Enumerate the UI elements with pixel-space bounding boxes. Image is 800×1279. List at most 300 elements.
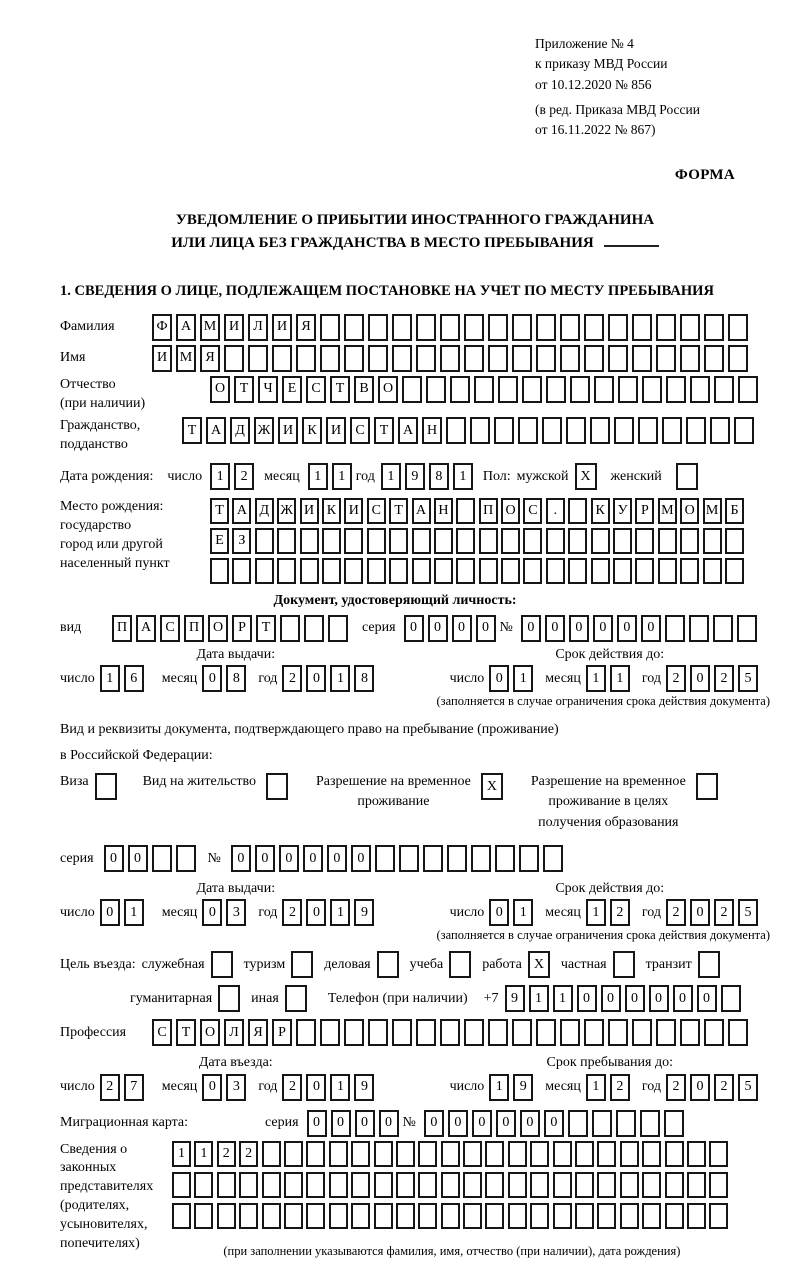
form-cell[interactable] — [686, 417, 706, 444]
form-cell[interactable] — [232, 558, 251, 584]
form-cell[interactable]: 0 — [476, 615, 496, 642]
form-cell[interactable]: С — [306, 376, 326, 403]
form-cell[interactable] — [680, 528, 699, 554]
form-cell[interactable] — [632, 1019, 652, 1046]
form-cell[interactable]: 0 — [577, 985, 597, 1012]
form-cell[interactable]: 1 — [489, 1074, 509, 1101]
form-cell[interactable] — [284, 1172, 303, 1198]
form-cell[interactable]: И — [300, 498, 319, 524]
form-cell[interactable] — [277, 528, 296, 554]
form-cell[interactable]: 0 — [202, 899, 222, 926]
form-cell[interactable]: Л — [224, 1019, 244, 1046]
form-cell[interactable] — [344, 314, 364, 341]
form-cell[interactable] — [690, 376, 710, 403]
form-cell[interactable]: Д — [230, 417, 250, 444]
form-cell[interactable] — [566, 417, 586, 444]
form-cell[interactable] — [738, 376, 758, 403]
form-cell[interactable]: 8 — [354, 665, 374, 692]
form-cell[interactable] — [456, 528, 475, 554]
form-cell[interactable] — [642, 1172, 661, 1198]
form-cell[interactable] — [470, 417, 490, 444]
form-cell[interactable]: 0 — [641, 615, 661, 642]
form-cell[interactable] — [728, 314, 748, 341]
form-cell[interactable] — [530, 1172, 549, 1198]
form-cell[interactable] — [416, 1019, 436, 1046]
form-cell[interactable] — [399, 845, 419, 872]
form-cell[interactable] — [217, 1172, 236, 1198]
form-cell[interactable]: 1 — [124, 899, 144, 926]
form-cell[interactable]: К — [302, 417, 322, 444]
form-cell[interactable] — [304, 615, 324, 642]
form-cell[interactable]: П — [184, 615, 204, 642]
form-cell[interactable]: У — [613, 498, 632, 524]
form-cell[interactable] — [418, 1172, 437, 1198]
form-cell[interactable] — [568, 1110, 588, 1137]
form-cell[interactable]: 2 — [217, 1141, 236, 1167]
form-cell[interactable] — [665, 615, 685, 642]
form-cell[interactable] — [389, 528, 408, 554]
form-cell[interactable]: 0 — [355, 1110, 375, 1137]
form-cell[interactable]: М — [200, 314, 220, 341]
form-cell[interactable] — [463, 1172, 482, 1198]
form-cell[interactable] — [575, 1203, 594, 1229]
form-cell[interactable] — [560, 345, 580, 372]
form-cell[interactable] — [285, 985, 307, 1012]
form-cell[interactable] — [210, 558, 229, 584]
form-cell[interactable] — [464, 345, 484, 372]
form-cell[interactable]: Т — [182, 417, 202, 444]
form-cell[interactable]: В — [354, 376, 374, 403]
form-cell[interactable] — [402, 376, 422, 403]
form-cell[interactable]: 0 — [279, 845, 299, 872]
form-cell[interactable]: О — [501, 498, 520, 524]
form-cell[interactable]: З — [232, 528, 251, 554]
form-cell[interactable] — [367, 558, 386, 584]
form-cell[interactable]: 2 — [234, 463, 254, 490]
form-cell[interactable]: 0 — [448, 1110, 468, 1137]
form-cell[interactable]: 2 — [610, 1074, 630, 1101]
form-cell[interactable] — [523, 528, 542, 554]
form-cell[interactable] — [546, 376, 566, 403]
form-cell[interactable]: Т — [210, 498, 229, 524]
form-cell[interactable] — [440, 1019, 460, 1046]
form-cell[interactable]: 0 — [521, 615, 541, 642]
form-cell[interactable] — [291, 951, 313, 978]
form-cell[interactable] — [575, 1172, 594, 1198]
form-cell[interactable] — [597, 1172, 616, 1198]
form-cell[interactable] — [665, 1172, 684, 1198]
form-cell[interactable]: 6 — [124, 665, 144, 692]
form-cell[interactable] — [591, 528, 610, 554]
form-cell[interactable] — [665, 1203, 684, 1229]
form-cell[interactable] — [501, 528, 520, 554]
form-cell[interactable]: О — [200, 1019, 220, 1046]
form-cell[interactable] — [392, 314, 412, 341]
form-cell[interactable]: С — [523, 498, 542, 524]
form-cell[interactable]: 0 — [673, 985, 693, 1012]
form-cell[interactable] — [479, 558, 498, 584]
form-cell[interactable] — [689, 615, 709, 642]
form-cell[interactable] — [392, 345, 412, 372]
form-cell[interactable] — [703, 558, 722, 584]
form-cell[interactable]: А — [412, 498, 431, 524]
form-cell[interactable] — [450, 376, 470, 403]
form-cell[interactable]: К — [322, 498, 341, 524]
form-cell[interactable]: М — [176, 345, 196, 372]
form-cell[interactable]: М — [658, 498, 677, 524]
form-cell[interactable]: X — [481, 773, 503, 800]
form-cell[interactable] — [523, 558, 542, 584]
form-cell[interactable]: 0 — [428, 615, 448, 642]
form-cell[interactable] — [680, 314, 700, 341]
form-cell[interactable]: 2 — [666, 899, 686, 926]
form-cell[interactable]: Т — [389, 498, 408, 524]
form-cell[interactable] — [737, 615, 757, 642]
form-cell[interactable] — [176, 845, 196, 872]
form-cell[interactable] — [494, 417, 514, 444]
form-cell[interactable]: 2 — [100, 1074, 120, 1101]
form-cell[interactable] — [447, 845, 467, 872]
form-cell[interactable] — [680, 345, 700, 372]
form-cell[interactable] — [329, 1172, 348, 1198]
form-cell[interactable]: Н — [434, 498, 453, 524]
form-cell[interactable]: И — [344, 498, 363, 524]
form-cell[interactable] — [300, 558, 319, 584]
form-cell[interactable]: Т — [256, 615, 276, 642]
form-cell[interactable] — [734, 417, 754, 444]
form-cell[interactable] — [553, 1203, 572, 1229]
form-cell[interactable]: 0 — [690, 899, 710, 926]
form-cell[interactable]: 9 — [354, 1074, 374, 1101]
form-cell[interactable] — [536, 314, 556, 341]
form-cell[interactable] — [709, 1172, 728, 1198]
form-cell[interactable] — [584, 345, 604, 372]
form-cell[interactable] — [426, 376, 446, 403]
form-cell[interactable] — [543, 845, 563, 872]
form-cell[interactable] — [704, 314, 724, 341]
form-cell[interactable] — [542, 417, 562, 444]
form-cell[interactable] — [441, 1172, 460, 1198]
form-cell[interactable]: 2 — [282, 899, 302, 926]
form-cell[interactable] — [375, 845, 395, 872]
form-cell[interactable]: 0 — [424, 1110, 444, 1137]
form-cell[interactable]: 2 — [714, 899, 734, 926]
form-cell[interactable] — [530, 1203, 549, 1229]
form-cell[interactable] — [367, 528, 386, 554]
form-cell[interactable]: 9 — [354, 899, 374, 926]
form-cell[interactable] — [658, 528, 677, 554]
form-cell[interactable]: 1 — [529, 985, 549, 1012]
form-cell[interactable]: 0 — [327, 845, 347, 872]
form-cell[interactable] — [440, 345, 460, 372]
form-cell[interactable]: 8 — [429, 463, 449, 490]
form-cell[interactable] — [474, 376, 494, 403]
form-cell[interactable] — [536, 1019, 556, 1046]
form-cell[interactable] — [423, 845, 443, 872]
form-cell[interactable] — [239, 1172, 258, 1198]
form-cell[interactable] — [351, 1172, 370, 1198]
form-cell[interactable]: 1 — [586, 1074, 606, 1101]
form-cell[interactable]: 2 — [714, 665, 734, 692]
form-cell[interactable] — [368, 1019, 388, 1046]
form-cell[interactable] — [512, 345, 532, 372]
form-cell[interactable] — [272, 345, 292, 372]
form-cell[interactable] — [495, 845, 515, 872]
form-cell[interactable]: 0 — [496, 1110, 516, 1137]
form-cell[interactable]: Я — [248, 1019, 268, 1046]
form-cell[interactable] — [642, 376, 662, 403]
form-cell[interactable]: 0 — [379, 1110, 399, 1137]
form-cell[interactable] — [377, 951, 399, 978]
form-cell[interactable] — [300, 528, 319, 554]
form-cell[interactable] — [374, 1203, 393, 1229]
form-cell[interactable]: Н — [422, 417, 442, 444]
form-cell[interactable]: О — [210, 376, 230, 403]
form-cell[interactable]: Е — [282, 376, 302, 403]
form-cell[interactable]: X — [528, 951, 550, 978]
form-cell[interactable]: И — [224, 314, 244, 341]
form-cell[interactable] — [522, 376, 542, 403]
form-cell[interactable]: 0 — [569, 615, 589, 642]
form-cell[interactable] — [464, 314, 484, 341]
form-cell[interactable] — [211, 951, 233, 978]
form-cell[interactable]: 0 — [545, 615, 565, 642]
form-cell[interactable] — [152, 845, 172, 872]
form-cell[interactable] — [536, 345, 556, 372]
form-cell[interactable] — [266, 773, 288, 800]
form-cell[interactable]: Д — [255, 498, 274, 524]
form-cell[interactable] — [498, 376, 518, 403]
form-cell[interactable] — [440, 314, 460, 341]
form-cell[interactable] — [568, 498, 587, 524]
form-cell[interactable] — [546, 528, 565, 554]
form-cell[interactable] — [704, 1019, 724, 1046]
form-cell[interactable]: О — [680, 498, 699, 524]
form-cell[interactable] — [553, 1172, 572, 1198]
form-cell[interactable]: М — [703, 498, 722, 524]
form-cell[interactable]: 0 — [690, 665, 710, 692]
form-cell[interactable]: П — [479, 498, 498, 524]
form-cell[interactable]: 2 — [666, 665, 686, 692]
form-cell[interactable]: Т — [234, 376, 254, 403]
form-cell[interactable] — [194, 1203, 213, 1229]
form-cell[interactable] — [608, 345, 628, 372]
form-cell[interactable] — [344, 1019, 364, 1046]
form-cell[interactable] — [322, 528, 341, 554]
form-cell[interactable] — [620, 1172, 639, 1198]
form-cell[interactable] — [446, 417, 466, 444]
form-cell[interactable] — [560, 1019, 580, 1046]
form-cell[interactable]: 1 — [100, 665, 120, 692]
form-cell[interactable] — [725, 558, 744, 584]
form-cell[interactable] — [512, 314, 532, 341]
form-cell[interactable] — [642, 1203, 661, 1229]
form-cell[interactable] — [248, 345, 268, 372]
form-cell[interactable] — [640, 1110, 660, 1137]
form-cell[interactable]: 1 — [308, 463, 328, 490]
form-cell[interactable]: Т — [330, 376, 350, 403]
form-cell[interactable] — [570, 376, 590, 403]
form-cell[interactable]: 0 — [697, 985, 717, 1012]
form-cell[interactable] — [255, 558, 274, 584]
form-cell[interactable]: 0 — [489, 899, 509, 926]
form-cell[interactable] — [306, 1203, 325, 1229]
form-cell[interactable] — [680, 1019, 700, 1046]
form-cell[interactable] — [594, 376, 614, 403]
form-cell[interactable]: А — [136, 615, 156, 642]
form-cell[interactable] — [728, 345, 748, 372]
form-cell[interactable] — [488, 345, 508, 372]
form-cell[interactable]: Р — [232, 615, 252, 642]
form-cell[interactable] — [389, 558, 408, 584]
form-cell[interactable] — [412, 528, 431, 554]
form-cell[interactable] — [284, 1203, 303, 1229]
form-cell[interactable] — [412, 558, 431, 584]
form-cell[interactable] — [320, 314, 340, 341]
form-cell[interactable]: Б — [725, 498, 744, 524]
form-cell[interactable]: 9 — [513, 1074, 533, 1101]
form-cell[interactable]: 0 — [306, 665, 326, 692]
form-cell[interactable]: 1 — [586, 899, 606, 926]
form-cell[interactable] — [262, 1172, 281, 1198]
form-cell[interactable]: 0 — [331, 1110, 351, 1137]
form-cell[interactable] — [306, 1172, 325, 1198]
form-cell[interactable]: И — [272, 314, 292, 341]
form-cell[interactable] — [471, 845, 491, 872]
form-cell[interactable]: 0 — [351, 845, 371, 872]
form-cell[interactable]: 2 — [282, 1074, 302, 1101]
form-cell[interactable] — [172, 1172, 191, 1198]
form-cell[interactable] — [656, 345, 676, 372]
form-cell[interactable]: О — [208, 615, 228, 642]
form-cell[interactable]: А — [176, 314, 196, 341]
form-cell[interactable]: 2 — [714, 1074, 734, 1101]
form-cell[interactable]: Ч — [258, 376, 278, 403]
form-cell[interactable]: 5 — [738, 1074, 758, 1101]
form-cell[interactable] — [418, 1203, 437, 1229]
form-cell[interactable] — [255, 528, 274, 554]
form-cell[interactable]: 5 — [738, 899, 758, 926]
form-cell[interactable]: 1 — [586, 665, 606, 692]
form-cell[interactable] — [664, 1110, 684, 1137]
form-cell[interactable] — [658, 558, 677, 584]
form-cell[interactable]: 1 — [553, 985, 573, 1012]
form-cell[interactable] — [618, 376, 638, 403]
form-cell[interactable] — [584, 1019, 604, 1046]
form-cell[interactable]: И — [278, 417, 298, 444]
form-cell[interactable] — [320, 345, 340, 372]
form-cell[interactable]: Р — [635, 498, 654, 524]
form-cell[interactable] — [584, 314, 604, 341]
form-cell[interactable] — [344, 528, 363, 554]
form-cell[interactable]: 0 — [601, 985, 621, 1012]
form-cell[interactable]: 0 — [104, 845, 124, 872]
form-cell[interactable]: . — [546, 498, 565, 524]
form-cell[interactable] — [464, 1019, 484, 1046]
form-cell[interactable] — [488, 314, 508, 341]
form-cell[interactable]: Я — [296, 314, 316, 341]
form-cell[interactable]: 9 — [505, 985, 525, 1012]
form-cell[interactable] — [704, 345, 724, 372]
form-cell[interactable] — [441, 1203, 460, 1229]
form-cell[interactable]: 0 — [306, 1074, 326, 1101]
form-cell[interactable] — [434, 528, 453, 554]
form-cell[interactable]: Е — [210, 528, 229, 554]
form-cell[interactable] — [635, 528, 654, 554]
form-cell[interactable] — [218, 985, 240, 1012]
form-cell[interactable]: С — [367, 498, 386, 524]
form-cell[interactable] — [680, 558, 699, 584]
form-cell[interactable] — [687, 1172, 706, 1198]
form-cell[interactable]: 0 — [617, 615, 637, 642]
form-cell[interactable] — [456, 558, 475, 584]
form-cell[interactable] — [351, 1203, 370, 1229]
form-cell[interactable]: С — [350, 417, 370, 444]
form-cell[interactable] — [632, 314, 652, 341]
form-cell[interactable] — [194, 1172, 213, 1198]
form-cell[interactable] — [676, 463, 698, 490]
form-cell[interactable] — [320, 1019, 340, 1046]
form-cell[interactable] — [434, 558, 453, 584]
form-cell[interactable]: 0 — [307, 1110, 327, 1137]
form-cell[interactable] — [666, 376, 686, 403]
form-cell[interactable]: 0 — [690, 1074, 710, 1101]
form-cell[interactable] — [568, 528, 587, 554]
form-cell[interactable] — [239, 1203, 258, 1229]
form-cell[interactable]: Т — [374, 417, 394, 444]
form-cell[interactable]: 9 — [405, 463, 425, 490]
form-cell[interactable] — [224, 345, 244, 372]
form-cell[interactable]: 0 — [231, 845, 251, 872]
form-cell[interactable]: 0 — [128, 845, 148, 872]
form-cell[interactable] — [512, 1019, 532, 1046]
form-cell[interactable] — [591, 558, 610, 584]
form-cell[interactable] — [597, 1203, 616, 1229]
form-cell[interactable]: 0 — [452, 615, 472, 642]
form-cell[interactable] — [501, 558, 520, 584]
form-cell[interactable] — [368, 345, 388, 372]
form-cell[interactable]: 2 — [666, 1074, 686, 1101]
form-cell[interactable] — [635, 558, 654, 584]
form-cell[interactable] — [463, 1203, 482, 1229]
form-cell[interactable] — [709, 1203, 728, 1229]
form-cell[interactable] — [322, 558, 341, 584]
form-cell[interactable]: 0 — [202, 1074, 222, 1101]
form-cell[interactable]: 2 — [610, 899, 630, 926]
form-cell[interactable] — [518, 417, 538, 444]
form-cell[interactable]: К — [591, 498, 610, 524]
form-cell[interactable] — [449, 951, 471, 978]
form-cell[interactable]: 0 — [625, 985, 645, 1012]
form-cell[interactable]: 0 — [404, 615, 424, 642]
form-cell[interactable] — [456, 498, 475, 524]
form-cell[interactable]: С — [160, 615, 180, 642]
form-cell[interactable] — [485, 1203, 504, 1229]
form-cell[interactable]: 2 — [239, 1141, 258, 1167]
form-cell[interactable] — [344, 558, 363, 584]
form-cell[interactable]: П — [112, 615, 132, 642]
form-cell[interactable] — [344, 345, 364, 372]
form-cell[interactable] — [416, 314, 436, 341]
form-cell[interactable] — [608, 1019, 628, 1046]
form-cell[interactable] — [488, 1019, 508, 1046]
form-cell[interactable] — [656, 314, 676, 341]
form-cell[interactable] — [568, 558, 587, 584]
form-cell[interactable] — [277, 558, 296, 584]
form-cell[interactable] — [698, 951, 720, 978]
form-cell[interactable]: 1 — [513, 899, 533, 926]
form-cell[interactable]: Т — [176, 1019, 196, 1046]
